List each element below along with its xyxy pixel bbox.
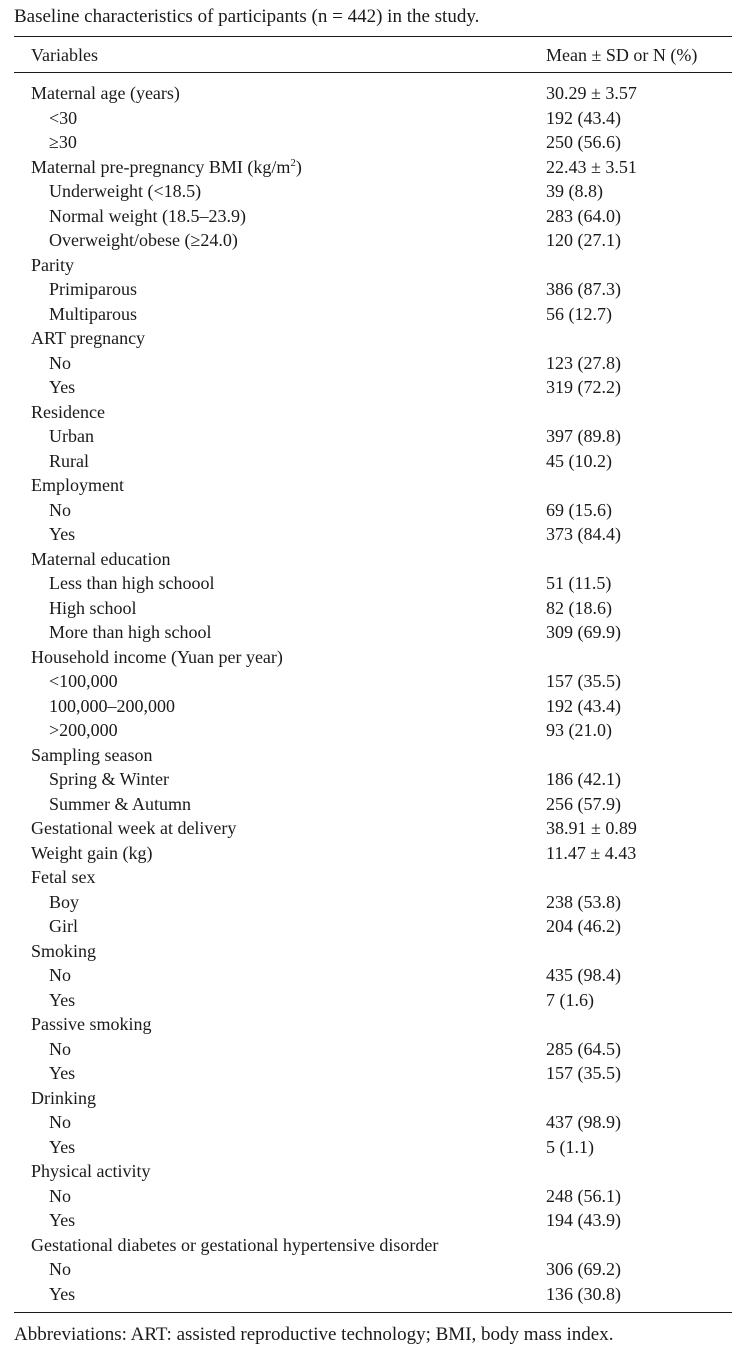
row-label-text: Parity bbox=[31, 254, 74, 275]
row-label bbox=[31, 1159, 150, 1184]
table-row bbox=[14, 1086, 732, 1111]
row-label-text: <100,000 bbox=[49, 671, 118, 691]
row-label-text: No bbox=[49, 1185, 71, 1206]
row-value: 11.47 ± 4.43 bbox=[546, 842, 637, 863]
table-row bbox=[14, 963, 732, 988]
table-row bbox=[14, 400, 732, 425]
row-sublabel bbox=[49, 130, 77, 155]
row-sublabel bbox=[49, 792, 191, 817]
table-row bbox=[14, 669, 732, 694]
row-value: 386 (87.3) bbox=[546, 279, 621, 299]
table-row bbox=[14, 228, 732, 253]
row-sublabel bbox=[49, 1282, 75, 1307]
row-label-text: Physical activity bbox=[31, 1161, 151, 1181]
table-row bbox=[14, 498, 732, 523]
row-label-text: Maternal pre-pregnancy BMI (kg/m bbox=[31, 156, 291, 177]
row-label-text: No bbox=[49, 1112, 71, 1132]
row-label bbox=[31, 1086, 96, 1111]
table-row bbox=[14, 302, 732, 327]
row-value: 157 (35.5) bbox=[546, 671, 621, 691]
row-sublabel bbox=[49, 1257, 71, 1282]
row-sublabel bbox=[49, 522, 75, 547]
row-value: 7 (1.6) bbox=[546, 989, 594, 1010]
row-sublabel bbox=[49, 1135, 75, 1160]
row-value: 186 (42.1) bbox=[546, 769, 621, 789]
row-value: 238 (53.8) bbox=[546, 891, 621, 912]
table-row bbox=[14, 277, 732, 302]
row-value: 93 (21.0) bbox=[546, 720, 612, 740]
row-label-text: Less than high schoool bbox=[49, 573, 215, 593]
row-sublabel bbox=[49, 890, 79, 915]
row-sublabel bbox=[49, 1110, 71, 1135]
table-row bbox=[14, 1037, 732, 1062]
row-value: 82 (18.6) bbox=[546, 597, 612, 618]
row-sublabel bbox=[49, 718, 118, 743]
row-label bbox=[31, 547, 170, 572]
row-sublabel bbox=[49, 767, 169, 792]
row-label-text: Maternal age (years) bbox=[31, 83, 180, 103]
row-sublabel bbox=[49, 1208, 75, 1233]
row-sublabel bbox=[49, 963, 71, 988]
row-label-text: 100,000–200,000 bbox=[49, 695, 175, 716]
row-sublabel bbox=[49, 424, 94, 449]
table-row bbox=[14, 547, 732, 572]
row-value: 437 (98.9) bbox=[546, 1112, 621, 1132]
row-label bbox=[31, 1012, 152, 1037]
table-row bbox=[14, 865, 732, 890]
row-sublabel bbox=[49, 988, 75, 1013]
row-sublabel bbox=[49, 694, 175, 719]
row-label bbox=[31, 645, 283, 670]
row-label-text: High school bbox=[49, 597, 137, 618]
row-sublabel bbox=[49, 669, 118, 694]
row-label-text: Yes bbox=[49, 989, 76, 1010]
header-stat: Mean ± SD or N (%) bbox=[546, 45, 698, 65]
row-label-text: Smoking bbox=[31, 940, 97, 961]
row-label-text: Yes bbox=[49, 524, 76, 544]
row-label bbox=[31, 81, 180, 106]
table-row bbox=[14, 449, 732, 474]
row-value: 283 (64.0) bbox=[546, 205, 621, 226]
row-sublabel bbox=[49, 375, 75, 400]
row-value: 22.43 ± 3.51 bbox=[546, 156, 637, 177]
row-label-text: No bbox=[49, 1259, 71, 1279]
row-label-text: Summer & Autumn bbox=[49, 793, 192, 814]
row-label-text: Household income (Yuan per year) bbox=[31, 646, 283, 667]
row-value: 319 (72.2) bbox=[546, 377, 621, 397]
row-value: 373 (84.4) bbox=[546, 524, 621, 544]
table-row bbox=[14, 939, 732, 964]
row-label-text: <30 bbox=[49, 107, 78, 128]
row-value: 397 (89.8) bbox=[546, 426, 621, 446]
row-label-text: Yes bbox=[49, 1283, 76, 1304]
row-label-text: No bbox=[49, 965, 71, 985]
row-value: 5 (1.1) bbox=[546, 1136, 594, 1157]
row-label-text: Underweight (<18.5) bbox=[49, 181, 202, 201]
bottom-rule bbox=[14, 1312, 732, 1313]
row-label-text: No bbox=[49, 1038, 71, 1059]
row-label-text: No bbox=[49, 352, 71, 373]
row-label-text: Normal weight (18.5–23.9) bbox=[49, 205, 246, 226]
table-row bbox=[14, 204, 732, 229]
table-row bbox=[14, 1282, 732, 1307]
table-row bbox=[14, 522, 732, 547]
row-label-text: Spring & Winter bbox=[49, 769, 169, 789]
row-value: 56 (12.7) bbox=[546, 303, 612, 324]
row-label bbox=[31, 841, 153, 866]
row-value: 204 (46.2) bbox=[546, 916, 621, 936]
table-row bbox=[14, 620, 732, 645]
table-row bbox=[14, 106, 732, 131]
row-value: 256 (57.9) bbox=[546, 793, 621, 814]
row-value: 250 (56.6) bbox=[546, 132, 621, 152]
row-label-text: Yes bbox=[49, 1136, 76, 1157]
row-label-text: Girl bbox=[49, 916, 78, 936]
row-label-text: Employment bbox=[31, 475, 124, 495]
table-row bbox=[14, 743, 732, 768]
table-row bbox=[14, 890, 732, 915]
row-label-text: Multiparous bbox=[49, 303, 137, 324]
table-row bbox=[14, 351, 732, 376]
table-header bbox=[14, 41, 732, 69]
row-label-text: Overweight/obese (≥24.0) bbox=[49, 230, 238, 250]
row-label bbox=[31, 939, 96, 964]
row-label-text: Gestational diabetes or gestational hypertensive disorder bbox=[31, 1234, 439, 1255]
table-row bbox=[14, 694, 732, 719]
row-label-text: Gestational week at delivery bbox=[31, 818, 237, 838]
table-row bbox=[14, 1257, 732, 1282]
row-sublabel bbox=[49, 1184, 71, 1209]
table-body bbox=[14, 81, 732, 1306]
row-value: 136 (30.8) bbox=[546, 1283, 621, 1304]
table-row bbox=[14, 1135, 732, 1160]
row-label-text: Weight gain (kg) bbox=[31, 842, 153, 863]
row-sublabel bbox=[49, 1037, 71, 1062]
table-row bbox=[14, 424, 732, 449]
row-label-text: >200,000 bbox=[49, 720, 118, 740]
table-row bbox=[14, 1184, 732, 1209]
table-row bbox=[14, 326, 732, 351]
table-footnote: Abbreviations: ART: assisted reproductive technology; BMI, body mass index. bbox=[14, 1324, 614, 1345]
header-variables: Variables bbox=[31, 45, 98, 65]
row-label-text: ART pregnancy bbox=[31, 328, 146, 348]
row-sublabel bbox=[49, 302, 137, 327]
row-label-text: Yes bbox=[49, 377, 76, 397]
table-row bbox=[14, 1233, 732, 1258]
row-value: 39 (8.8) bbox=[546, 181, 603, 201]
row-value: 306 (69.2) bbox=[546, 1259, 621, 1279]
table-row bbox=[14, 253, 732, 278]
row-sublabel bbox=[49, 498, 71, 523]
row-label bbox=[31, 253, 74, 278]
table-row bbox=[14, 1012, 732, 1037]
table-row bbox=[14, 645, 732, 670]
row-sublabel bbox=[49, 204, 246, 229]
row-label-text: Passive smoking bbox=[31, 1014, 152, 1034]
row-value: 51 (11.5) bbox=[546, 573, 612, 593]
row-sublabel bbox=[49, 277, 137, 302]
row-value: 120 (27.1) bbox=[546, 230, 621, 250]
table-row bbox=[14, 767, 732, 792]
table-row bbox=[14, 988, 732, 1013]
row-value: 123 (27.8) bbox=[546, 352, 621, 373]
row-value: 309 (69.9) bbox=[546, 622, 621, 642]
row-label bbox=[31, 1233, 438, 1258]
row-label-text: Maternal education bbox=[31, 548, 171, 569]
row-value: 157 (35.5) bbox=[546, 1063, 621, 1083]
table-row bbox=[14, 1061, 732, 1086]
row-label bbox=[31, 816, 236, 841]
row-sublabel bbox=[49, 596, 137, 621]
row-value: 435 (98.4) bbox=[546, 965, 621, 985]
row-sublabel bbox=[49, 449, 89, 474]
row-label-text: Drinking bbox=[31, 1087, 96, 1108]
row-label-text: Rural bbox=[49, 450, 89, 471]
row-value: 192 (43.4) bbox=[546, 107, 621, 128]
row-label-text: Sampling season bbox=[31, 744, 153, 765]
row-value: 194 (43.9) bbox=[546, 1210, 621, 1230]
row-label bbox=[31, 865, 96, 890]
row-label bbox=[31, 400, 105, 425]
row-sublabel bbox=[49, 351, 71, 376]
row-value: 30.29 ± 3.57 bbox=[546, 83, 637, 103]
row-label-text: No bbox=[49, 499, 71, 520]
table-caption: Baseline characteristics of participants (n = 442) in the study. bbox=[14, 6, 480, 27]
table-row bbox=[14, 816, 732, 841]
row-sublabel bbox=[49, 179, 201, 204]
table-row bbox=[14, 155, 732, 180]
row-sublabel bbox=[49, 1061, 75, 1086]
row-label-text: Urban bbox=[49, 426, 94, 446]
row-sublabel bbox=[49, 106, 77, 131]
table-row bbox=[14, 473, 732, 498]
table-row bbox=[14, 718, 732, 743]
row-label-text: Primiparous bbox=[49, 279, 137, 299]
table-row bbox=[14, 571, 732, 596]
row-label bbox=[31, 473, 124, 498]
table-row bbox=[14, 1208, 732, 1233]
table-row bbox=[14, 81, 732, 106]
table-row bbox=[14, 792, 732, 817]
table-row bbox=[14, 1110, 732, 1135]
row-value: 69 (15.6) bbox=[546, 499, 612, 520]
row-label-end: ) bbox=[295, 156, 302, 177]
header-rule bbox=[14, 72, 732, 73]
row-label-text: Yes bbox=[49, 1210, 76, 1230]
table-row bbox=[14, 1159, 732, 1184]
row-label-text: More than high school bbox=[49, 622, 212, 642]
superscript: 2 bbox=[290, 156, 296, 169]
row-sublabel bbox=[49, 571, 214, 596]
table-row bbox=[14, 130, 732, 155]
table-row bbox=[14, 841, 732, 866]
row-label bbox=[31, 743, 153, 768]
row-sublabel bbox=[49, 620, 211, 645]
row-label-text: Boy bbox=[49, 891, 80, 912]
row-label bbox=[31, 155, 302, 180]
row-label-text: Residence bbox=[31, 401, 105, 422]
row-value: 45 (10.2) bbox=[546, 450, 612, 471]
row-sublabel bbox=[49, 228, 238, 253]
row-value: 248 (56.1) bbox=[546, 1185, 621, 1206]
row-sublabel bbox=[49, 914, 78, 939]
row-label-text: ≥30 bbox=[49, 132, 77, 152]
row-label-text: Yes bbox=[49, 1063, 76, 1083]
table-row bbox=[14, 179, 732, 204]
table-row bbox=[14, 914, 732, 939]
row-label-text: Fetal sex bbox=[31, 867, 96, 887]
row-value: 285 (64.5) bbox=[546, 1038, 621, 1059]
row-label bbox=[31, 326, 145, 351]
top-rule bbox=[14, 36, 732, 37]
row-value: 38.91 ± 0.89 bbox=[546, 818, 637, 838]
row-value: 192 (43.4) bbox=[546, 695, 621, 716]
table-row bbox=[14, 596, 732, 621]
table-row bbox=[14, 375, 732, 400]
